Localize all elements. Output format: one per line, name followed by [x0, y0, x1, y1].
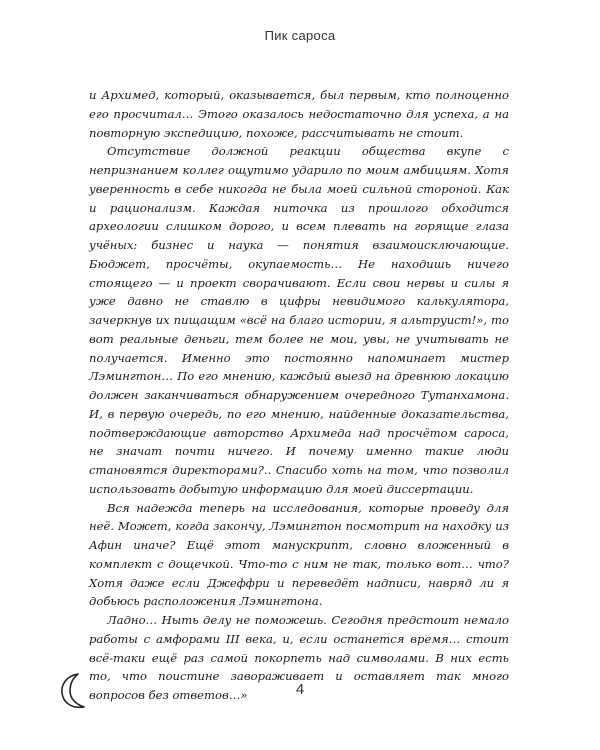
paragraph: и Архимед, который, оказывается, был первым, кто полноценно его просчитал… Этого оказалось недостаточно для успеха, а на повторную экспедицию, похоже, рассчитывать не стоит. [89, 88, 509, 140]
running-header: Пик сароса [264, 28, 336, 43]
paragraph: Вся надежда теперь на исследования, которые проведу для неё. Может, когда закончу, Лэмингтон посмотрит на находку из Афин иначе? Ещё этот манускрипт, словно вложенный в комплект с дощечкой. Что-то с ним не так, только вот… что? Хотя даже если Джеффри и переведёт надписи, навряд ли я добьюсь расположения Лэмингтона. [89, 500, 509, 609]
page-body [89, 86, 509, 705]
paragraph: Ладно… Ныть делу не поможешь. Сегодня предстоит немало работы с амфорами III века, и, если останется время… стоит всё-таки ещё раз самой покорпеть над символами. В них есть то, что поистине завораживает и оставляет так много вопросов без ответов…» [89, 613, 509, 702]
page-number: 4 [295, 681, 305, 698]
paragraph: Отсутствие должной реакции общества вкупе с непризнанием коллег ощутимо ударило по моим амбициям. Хотя уверенность в себе никогда не была моей сильной стороной. Как и рационализм. Каждая ниточка из прошлого обходится археологии слишком дорого, и всем плевать на горящие глаза учёных: бизнес и наука — понятия взаимоисключающие. Бюджет, просчёты, окупаемость… Не находишь ничего стоящего — и проект сворачивают. Если свои нервы и силы я уже давно не ставлю в цифры невидимого калькулятора, зачеркнув их пищащим «всё на благо истории, я альтруист!», то вот реальные деньги, тем более не мои, увы, не учитывать не получается. Именно это постоянно напоминает мистер Лэмингтон… По его мнению, каждый выезд на древнюю локацию должен заканчиваться обнаружением очередного Тутанхамона. И, в первую очередь, по его мнению, найденные доказательства, подтверждающие авторство Архимеда над просчётом сароса, не значат почти ничего. И почему именно такие люди становятся директорами?.. Спасибо хоть на том, что позволил использовать добытую информацию для моей диссертации. [89, 144, 509, 496]
